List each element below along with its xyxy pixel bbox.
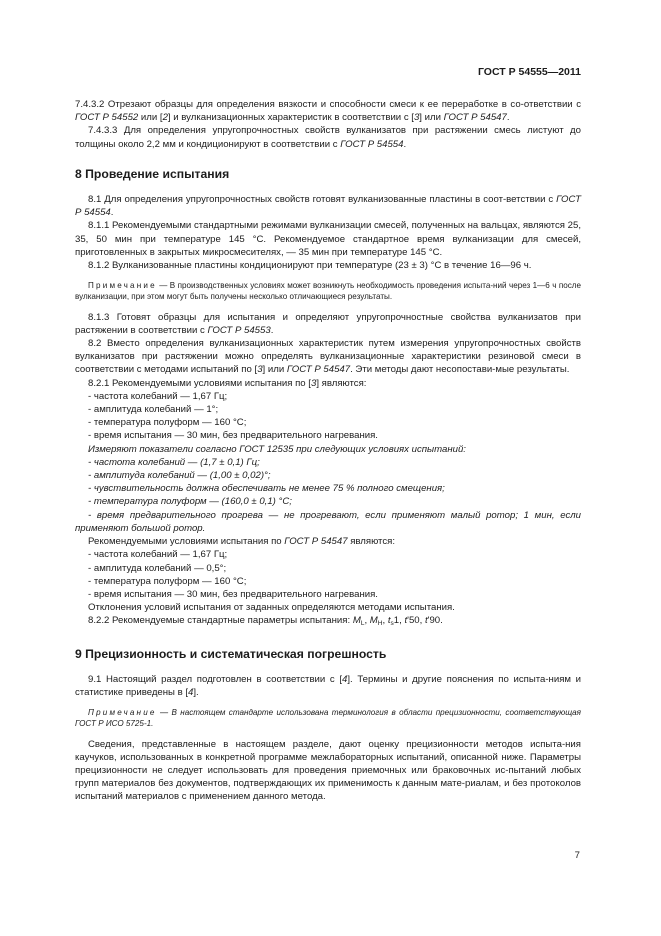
paragraph-8-1: 8.1 Для определения упругопрочностных свойств готовят вулканизованные пластины в соот-ветствии с ГОСТ Р 54554. (75, 194, 581, 219)
paragraph-8-1-1: 8.1.1 Рекомендуемыми стандартными режимами вулканизации смесей, полученных на вальцах, являются 25, 35, 50 мин при температуре 145 °С. Рекомендуемое стандартное время вулканизации для смесей, приготовленных в закрытых микросмесителях, — 35 мин при температуре 145 °С. (75, 220, 581, 258)
list-item: - температура полуформ — (160,0 ± 0,1) °С; (88, 496, 292, 508)
list-item: - время предварительного прогрева — не прогревают, если применяют малый ротор; 1 мин, если применяют большой ротор. (75, 509, 581, 534)
section-9-title: 9 Прецизионность и систематическая погрешность (75, 646, 387, 661)
list-item: - температура полуформ — 160 °С; (88, 575, 247, 587)
list-item: - частота колебаний — 1,67 Гц; (88, 390, 228, 402)
paragraph-8-2: 8.2 Вместо определения вулканизационных характеристик путем измерения упругопрочностных свойств вулканизатов при растяжении можно определять вулканизационные характеристики резиновой смеси в соответствии с методами испытаний по [3] или ГОСТ Р 54547. Эти методы дают несопостави-мые результаты. (75, 338, 581, 376)
paragraph-9-1: 9.1 Настоящий раздел подготовлен в соответствии с [4]. Термины и другие пояснения по испыта-ниям и статистике приведены в [4]. (75, 673, 581, 698)
paragraph-8-1-2: 8.1.2 Вулканизованные пластины кондиционируют при температуре (23 ± 3) °С в течение 16—96 ч. (88, 260, 532, 272)
note-label: Примечание (88, 281, 157, 291)
note-1: Примечание — В производственных условиях может возникнуть необходимость проведения испыта-ний через 1—6 ч после вулканизации, при этом могут быть получены несколько отличающиеся результаты. (75, 281, 581, 302)
list-item: - температура полуформ — 160 °С; (88, 417, 247, 429)
document-body (75, 98, 581, 804)
list-item: - амплитуда колебаний — 0,5°; (88, 562, 227, 574)
list-item: - частота колебаний — (1,7 ± 0,1) Гц; (88, 456, 260, 468)
list-item: - амплитуда колебаний — (1,00 ± 0,02)°; (88, 470, 271, 482)
paragraph-7-4-3-2: 7.4.3.2 Отрезают образцы для определения вязкости и способности смеси к ее переработке в со-ответствии с ГОСТ Р 54552 или [2] и вулканизационных характеристик в соответствии с [3] или ГОСТ Р 54547. (75, 99, 581, 124)
precision-paragraph: Сведения, представленные в настоящем разделе, дают оценку прецизионности методов испыта-ния каучуков, использованных в конкретной программе межлабораторных испытаний, описанной ниже. Параметры прецизионности не следует использовать для проведения приемочных или браковочных ис-пытаний любых групп материалов без документов, подтверждающих их применимость к данным мате-риалам, и без протоколов испытаний материалов с применением данного метода. (75, 738, 581, 803)
list-item: - амплитуда колебаний — 1°; (88, 404, 219, 416)
paragraph-8-2-2: 8.2.2 Рекомендуемые стандартные параметры испытания: $M_L$, $M_H$, $t_s1$, t'50, t'90. (88, 615, 443, 628)
list-item: - время испытания — 30 мин, без предварительного нагревания. (88, 430, 378, 442)
page-number: 7 (574, 850, 580, 861)
list-item: - частота колебаний — 1,67 Гц; (88, 549, 228, 561)
paragraph-7-4-3-3: 7.4.3.3 Для определения упругопрочностных свойств вулканизатов при растяжении смесь листуют до толщины около 2,2 мм и кондиционируют в соответствии с ГОСТ Р 54554. (75, 125, 581, 150)
measure-intro: Измеряют показатели согласно ГОСТ 12535 при следующих условиях испытаний: (88, 443, 466, 455)
recommended-conditions: Рекомендуемыми условиями испытания по ГОСТ Р 54547 являются: (88, 536, 396, 548)
document-header: ГОСТ Р 54555—2011 (477, 66, 581, 78)
list-item: - чувствительность должна обеспечивать не менее 75 % полного смещения; (88, 483, 445, 495)
paragraph-8-1-3: 8.1.3 Готовят образцы для испытания и определяют упругопрочностные свойства вулканизатов при растяжении в соответствии с ГОСТ Р 54553. (75, 311, 581, 336)
deviation-paragraph: Отклонения условий испытания от заданных определяются методами испытания. (88, 602, 455, 614)
list-item: - время испытания — 30 мин, без предварительного нагревания. (88, 588, 378, 600)
paragraph-8-2-1: 8.2.1 Рекомендуемыми условиями испытания по [3] являются: (88, 377, 367, 389)
note-label: Примечание (88, 708, 157, 718)
note-2: Примечание — В настоящем стандарте использована терминология в области прецизионности, соответствующая ГОСТ Р ИСО 5725-1. (75, 708, 581, 729)
section-8-title: 8 Проведение испытания (75, 166, 230, 181)
